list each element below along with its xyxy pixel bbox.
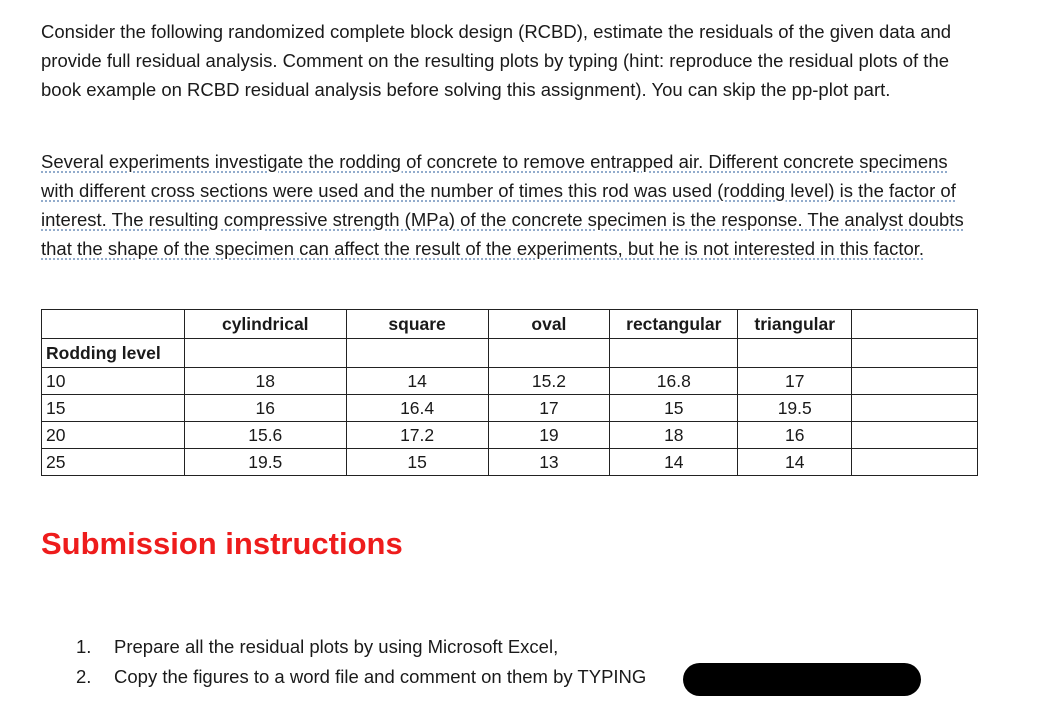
value-cell: 14: [610, 449, 738, 476]
value-cell: 16: [738, 422, 852, 449]
experiment-description: Several experiments investigate the rodding of concrete to remove entrapped air. Different concrete specimens with different cross sections were used and the number of times this rod was used (rodding level) is the factor of interest. The resulting compressive strength (MPa) of the concrete specimen is the response. The analyst doubts that the shape of the specimen can affect the result of the experiments, but he is not interested in this factor.: [41, 151, 964, 259]
list-number: 1.: [76, 636, 92, 657]
value-cell: 19: [488, 422, 610, 449]
column-header-square: square: [346, 310, 488, 339]
list-item: [76, 632, 646, 662]
submission-heading: Submission instructions: [41, 526, 403, 561]
empty-header-cell: [852, 310, 978, 339]
value-cell: 14: [738, 449, 852, 476]
value-cell: 17: [488, 395, 610, 422]
list-item-text: Prepare all the residual plots by using Microsoft Excel,: [114, 636, 559, 657]
value-cell: 15.6: [184, 422, 346, 449]
list-number: 2.: [76, 666, 92, 687]
column-header-triangular: triangular: [738, 310, 852, 339]
redaction-bar: [683, 663, 921, 696]
table-row: [42, 422, 978, 449]
submission-steps-list: [76, 632, 646, 692]
rodding-level-cell: 10: [42, 368, 185, 395]
rodding-level-cell: 15: [42, 395, 185, 422]
rodding-level-cell: 20: [42, 422, 185, 449]
table-row-header: [42, 339, 978, 368]
value-cell: 19.5: [738, 395, 852, 422]
intro-paragraph: Consider the following randomized complete block design (RCBD), estimate the residuals of the given data and provide full residual analysis. Comment on the resulting plots by typing (hint: reproduce the residual plots of the book example on RCBD residual analysis before solving this assignment). You can skip the pp-plot part.: [41, 21, 952, 100]
value-cell: 16.8: [610, 368, 738, 395]
value-cell: 18: [184, 368, 346, 395]
value-cell: 14: [346, 368, 488, 395]
value-cell: 18: [610, 422, 738, 449]
rodding-level-cell: 25: [42, 449, 185, 476]
table-row: [42, 395, 978, 422]
value-cell: 16: [184, 395, 346, 422]
row-header-rodding-level: Rodding level: [42, 339, 185, 368]
table-header-row: [42, 310, 978, 339]
value-cell: 17: [738, 368, 852, 395]
column-header-oval: oval: [488, 310, 610, 339]
column-header-cylindrical: cylindrical: [184, 310, 346, 339]
value-cell: 15: [610, 395, 738, 422]
value-cell: 15.2: [488, 368, 610, 395]
value-cell: 15: [346, 449, 488, 476]
table-corner-cell: [42, 310, 185, 339]
list-item-text: Copy the figures to a word file and comment on them by TYPING: [114, 666, 647, 687]
column-header-rectangular: rectangular: [610, 310, 738, 339]
list-item: [76, 662, 646, 692]
value-cell: 16.4: [346, 395, 488, 422]
table-row: [42, 368, 978, 395]
value-cell: 17.2: [346, 422, 488, 449]
value-cell: 19.5: [184, 449, 346, 476]
table-row: [42, 449, 978, 476]
value-cell: 13: [488, 449, 610, 476]
rcbd-data-table: [41, 309, 978, 476]
